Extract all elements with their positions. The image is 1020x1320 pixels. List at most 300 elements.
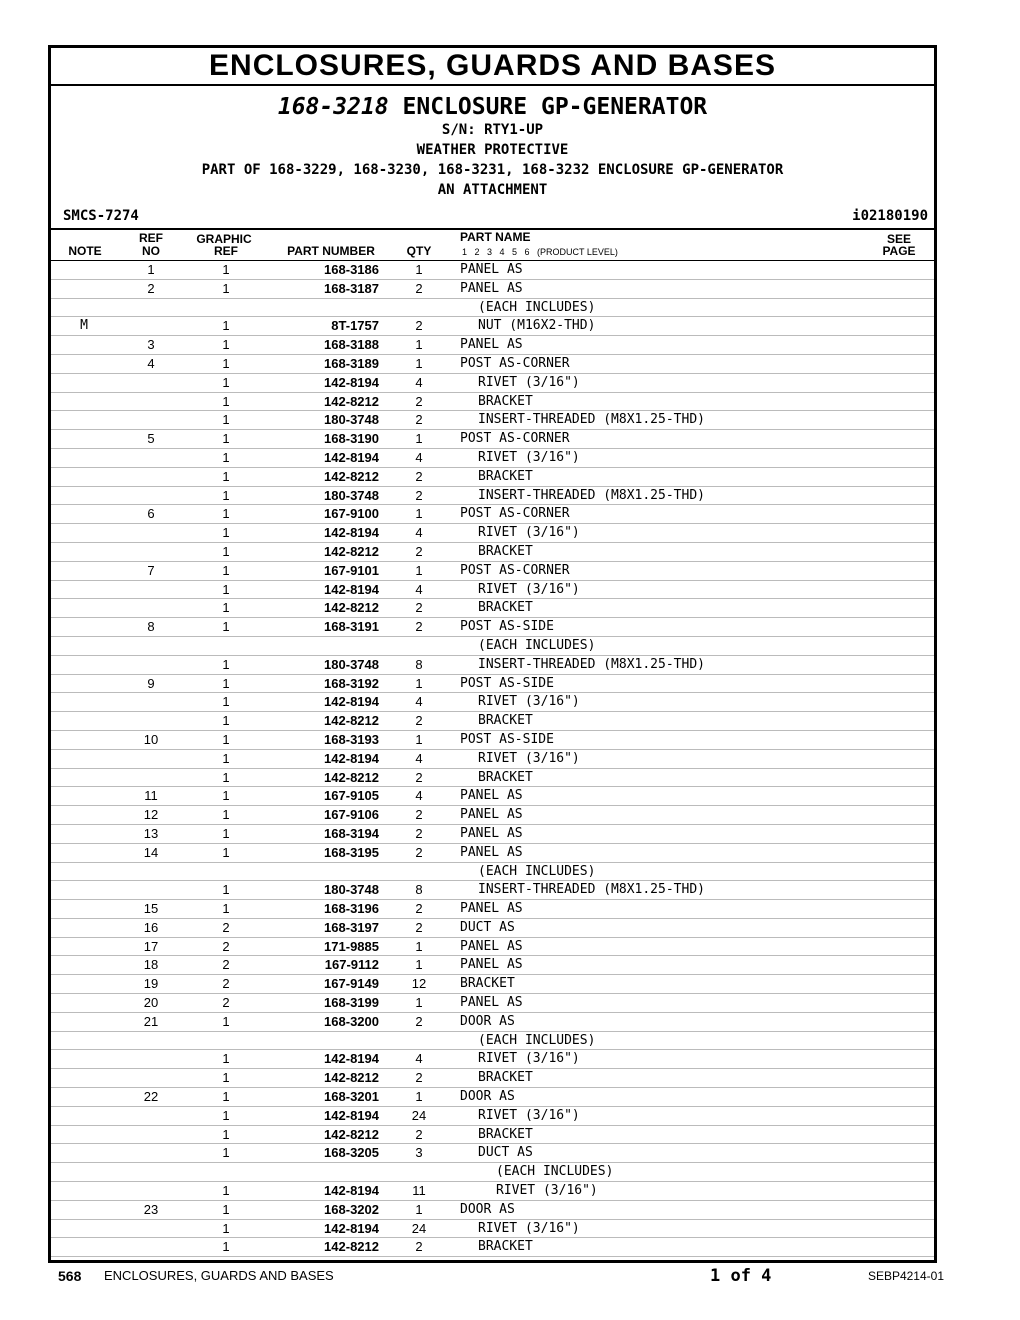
table-row [51,938,934,957]
col-see-bottom: PAGE [882,244,916,258]
header-line-3: AN ATTACHMENT [437,182,548,198]
table-row [51,731,934,750]
part-name-cell: (EACH INCLUDES) [496,1164,614,1180]
table-row [51,1013,934,1032]
table-row [51,355,934,374]
smcs-code: SMCS-7274 [63,208,139,224]
graphic-ref-cell: 1 [222,337,230,353]
qty-cell: 1 [415,431,423,447]
graphic-ref-cell: 1 [222,600,230,616]
part-number-cell: 142-8194 [324,581,379,597]
table-row [51,637,934,656]
part-name-cell: RIVET (3/16") [478,1107,580,1123]
part-number-cell: 168-3192 [324,675,379,691]
table-row [51,430,934,449]
part-number-cell: 180-3748 [324,882,379,898]
table-row [51,1126,934,1145]
graphic-ref-cell: 1 [222,412,230,428]
part-name-cell: PANEL AS [460,262,523,277]
qty-cell: 2 [415,1013,423,1029]
part-name-cell: DOOR AS [460,1013,515,1029]
table-row [51,863,934,882]
graphic-ref-cell: 1 [222,882,230,898]
table-row [51,675,934,694]
col-see-top: SEE [886,232,911,246]
qty-cell: 2 [415,543,423,559]
part-number-cell: 167-9149 [324,976,379,992]
ref-no-cell: 16 [143,919,159,935]
qty-cell: 2 [415,393,423,409]
table-row [51,900,934,919]
part-name-cell: POST AS-CORNER [460,562,570,578]
qty-cell: 4 [415,788,423,804]
table-row [51,581,934,600]
qty-cell: 2 [415,901,423,917]
part-number-cell: 142-8212 [324,468,379,484]
col-note: NOTE [68,244,102,258]
qty-cell: 2 [415,412,423,428]
graphic-ref-cell: 1 [222,656,230,672]
qty-cell: 2 [415,1126,423,1142]
part-name-cell: (EACH INCLUDES) [478,863,596,879]
table-row [51,280,934,299]
part-name-cell: BRACKET [478,1070,533,1086]
table-row [51,411,934,430]
footer-section: ENCLOSURES, GUARDS AND BASES [104,1268,334,1283]
qty-cell: 12 [411,976,427,992]
graphic-ref-cell: 1 [222,318,230,334]
graphic-ref-cell: 2 [222,995,230,1011]
part-name-cell: NUT (M16X2-THD) [478,318,596,334]
part-number-cell: 142-8212 [324,769,379,785]
table-row [51,975,934,994]
table-row [51,844,934,863]
ref-no-cell: 19 [143,976,159,992]
table-row [51,1088,934,1107]
col-ref-top: REF [139,231,163,245]
part-name-cell: POST AS-CORNER [460,431,570,447]
ref-no-cell: 4 [147,355,155,371]
part-number-cell: 180-3748 [324,656,379,672]
graphic-ref-cell: 1 [222,825,230,841]
part-number-cell: 180-3748 [324,487,379,503]
table-row [51,1163,934,1182]
table-row [51,806,934,825]
table-row [51,299,934,318]
part-name-cell: INSERT-THREADED (M8X1.25-THD) [478,487,705,503]
qty-cell: 3 [415,1145,423,1161]
table-row [51,261,934,280]
part-name-cell: POST AS-SIDE [460,619,554,635]
part-name-cell: (EACH INCLUDES) [478,637,596,653]
graphic-ref-cell: 1 [222,1013,230,1029]
part-number-cell: 168-3202 [324,1201,379,1217]
qty-cell: 1 [415,355,423,371]
qty-cell: 2 [415,280,423,296]
footer-doc-id: SEBP4214-01 [867,1269,944,1283]
part-number-cell: 168-3189 [324,355,379,371]
part-name-cell: POST AS-CORNER [460,506,570,522]
qty-cell: 1 [415,957,423,973]
part-number-cell: 168-3205 [324,1145,379,1161]
part-number-cell: 168-3193 [324,731,379,747]
footer-page-of: 1 of 4 [710,1266,772,1286]
table-row [51,919,934,938]
ref-no-cell: 5 [147,431,155,447]
table-row [51,562,934,581]
col-part-number: PART NUMBER [287,244,375,258]
illustration-id: i02180190 [852,208,928,224]
part-number-cell: 142-8212 [324,393,379,409]
qty-cell: 8 [415,882,423,898]
part-number-cell: 167-9106 [324,807,379,823]
ref-no-cell: 23 [143,1201,159,1217]
qty-cell: 2 [415,1070,423,1086]
header-line-2: PART OF 168-3229, 168-3230, 168-3231, 168-3232 ENCLOSURE GP-GENERATOR [201,162,784,178]
graphic-ref-cell: 1 [222,807,230,823]
graphic-ref-cell: 1 [222,1126,230,1142]
part-name-cell: PANEL AS [460,957,523,973]
part-name-cell: PANEL AS [460,938,523,954]
part-name-cell: (EACH INCLUDES) [478,299,596,315]
table-row [51,825,934,844]
part-name-cell: PANEL AS [460,280,523,296]
qty-cell: 1 [415,731,423,747]
part-name-cell: INSERT-THREADED (M8X1.25-THD) [478,656,705,672]
part-number-cell: 142-8194 [324,1107,379,1123]
col-qty: QTY [406,244,432,258]
table-row [51,956,934,975]
part-number-cell: 142-8212 [324,1126,379,1142]
ref-no-cell: 13 [143,825,159,841]
page-footer [58,1266,944,1286]
graphic-ref-cell: 1 [222,713,230,729]
graphic-ref-cell: 1 [222,562,230,578]
ref-no-cell: 18 [143,957,159,973]
part-number-cell: 168-3196 [324,901,379,917]
table-row [51,487,934,506]
graphic-ref-cell: 1 [222,769,230,785]
table-row [51,1220,934,1239]
graphic-ref-cell: 1 [222,1239,230,1255]
graphic-ref-cell: 1 [222,1183,230,1199]
qty-cell: 8 [415,656,423,672]
part-number-cell: 142-8212 [324,1239,379,1255]
qty-cell: 2 [415,487,423,503]
table-row [51,336,934,355]
part-name-cell: INSERT-THREADED (M8X1.25-THD) [478,882,705,898]
part-name-cell: BRACKET [460,976,515,992]
graphic-ref-cell: 1 [222,431,230,447]
graphic-ref-cell: 2 [222,938,230,954]
part-number-cell: 180-3748 [324,412,379,428]
graphic-ref-cell: 1 [222,788,230,804]
group-part-name: ENCLOSURE GP-GENERATOR [402,94,708,120]
section-banner: ENCLOSURES, GUARDS AND BASES [51,48,934,86]
group-header [51,94,934,200]
col-graphic-top: GRAPHIC [196,232,252,246]
part-number-cell: 142-8212 [324,600,379,616]
ref-no-cell: 17 [143,938,159,954]
table-row [51,881,934,900]
table-row [51,468,934,487]
part-number-cell: 167-9105 [324,788,379,804]
part-name-cell: PANEL AS [460,901,523,917]
part-name-cell: PANEL AS [460,844,523,860]
part-number-cell: 142-8194 [324,1183,379,1199]
ref-no-cell: 10 [143,731,159,747]
footer-page-number: 568 [58,1268,82,1284]
table-row [51,1201,934,1220]
graphic-ref-cell: 2 [222,976,230,992]
part-number-cell: 142-8212 [324,713,379,729]
ref-no-cell: 6 [147,506,155,522]
part-number-cell: 168-3199 [324,995,379,1011]
part-name-cell: POST AS-SIDE [460,731,554,747]
part-name-cell: RIVET (3/16") [478,1220,580,1236]
table-row [51,712,934,731]
graphic-ref-cell: 1 [222,1070,230,1086]
graphic-ref-cell: 1 [222,731,230,747]
part-name-cell: DUCT AS [460,919,515,935]
qty-cell: 1 [415,562,423,578]
table-row [51,505,934,524]
graphic-ref-cell: 2 [222,919,230,935]
graphic-ref-cell: 1 [222,506,230,522]
column-header [51,228,934,260]
part-number-cell: 171-9885 [324,938,379,954]
part-number-cell: 142-8194 [324,525,379,541]
part-number-cell: 168-3187 [324,280,379,296]
qty-cell: 2 [415,1239,423,1255]
group-part-number: 168-3218 [277,94,389,120]
table-row [51,317,934,336]
table-row [51,1144,934,1163]
part-number-cell: 168-3195 [324,844,379,860]
table-row [51,1032,934,1051]
part-number-cell: 168-3186 [324,262,379,277]
qty-cell: 1 [415,506,423,522]
graphic-ref-cell: 1 [222,619,230,635]
qty-cell: 1 [415,938,423,954]
graphic-ref-cell: 1 [222,1051,230,1067]
table-row [51,618,934,637]
table-row [51,374,934,393]
table-row [51,787,934,806]
graphic-ref-cell: 1 [222,449,230,465]
table-row [51,1238,934,1257]
graphic-ref-cell: 1 [222,355,230,371]
qty-cell: 11 [412,1183,426,1199]
part-name-cell: BRACKET [478,713,533,729]
ref-no-cell: 14 [143,844,159,860]
header-line-1: WEATHER PROTECTIVE [416,142,569,158]
part-name-cell: RIVET (3/16") [478,581,580,597]
graphic-ref-cell: 1 [222,901,230,917]
part-name-cell: DOOR AS [460,1089,515,1105]
ref-no-cell: 3 [147,337,155,353]
part-number-cell: 142-8194 [324,1051,379,1067]
part-name-cell: RIVET (3/16") [478,449,580,465]
code-line [51,200,934,226]
part-name-cell: RIVET (3/16") [478,1051,580,1067]
part-name-cell: RIVET (3/16") [478,750,580,766]
part-name-cell: INSERT-THREADED (M8X1.25-THD) [478,412,705,428]
group-title [51,94,934,120]
graphic-ref-cell: 1 [222,1201,230,1217]
part-name-cell: RIVET (3/16") [478,694,580,710]
graphic-ref-cell: 1 [222,694,230,710]
part-name-cell: POST AS-CORNER [460,355,570,371]
qty-cell: 1 [415,262,423,277]
ref-no-cell: 11 [144,788,158,804]
graphic-ref-cell: 1 [222,468,230,484]
part-number-cell: 142-8212 [324,543,379,559]
part-name-cell: BRACKET [478,1239,533,1255]
part-name-cell: PANEL AS [460,995,523,1011]
part-number-cell: 167-9112 [324,957,379,973]
part-number-cell: 142-8194 [324,1220,379,1236]
part-number-cell: 142-8194 [324,750,379,766]
part-name-cell: BRACKET [478,468,533,484]
graphic-ref-cell: 1 [222,1089,230,1105]
graphic-ref-cell: 1 [222,750,230,766]
table-row [51,599,934,618]
table-row [51,769,934,788]
col-product-levels: 1 2 3 4 5 6 (PRODUCT LEVEL) [462,247,618,257]
qty-cell: 4 [415,694,423,710]
part-name-cell: DOOR AS [460,1201,515,1217]
graphic-ref-cell: 1 [222,262,230,277]
part-number-cell: 168-3197 [324,919,379,935]
col-graphic-bottom: REF [214,244,238,258]
part-name-cell: BRACKET [478,393,533,409]
qty-cell: 2 [415,825,423,841]
qty-cell: 2 [415,844,423,860]
ref-no-cell: 15 [143,901,159,917]
ref-no-cell: 2 [147,280,155,296]
qty-cell: 2 [415,619,423,635]
ref-no-cell: 22 [143,1089,159,1105]
part-number-cell: 167-9101 [324,562,379,578]
qty-cell: 1 [415,337,423,353]
part-name-cell: PANEL AS [460,337,523,353]
qty-cell: 1 [415,1089,423,1105]
table-row [51,693,934,712]
table-row [51,994,934,1013]
graphic-ref-cell: 1 [222,393,230,409]
part-name-cell: (EACH INCLUDES) [478,1032,596,1048]
graphic-ref-cell: 1 [222,1107,230,1123]
part-name-cell: POST AS-SIDE [460,675,554,691]
part-name-cell: RIVET (3/16") [478,374,580,390]
table-row [51,1107,934,1126]
part-name-cell: BRACKET [478,1126,533,1142]
ref-no-cell: 1 [147,262,155,277]
part-name-cell: PANEL AS [460,825,523,841]
graphic-ref-cell: 1 [222,525,230,541]
part-number-cell: 142-8194 [324,374,379,390]
note-cell: M [80,318,88,334]
qty-cell: 4 [415,449,423,465]
part-number-cell: 8T-1757 [331,318,379,334]
part-number-cell: 168-3191 [324,619,379,635]
part-name-cell: RIVET (3/16") [496,1183,598,1199]
qty-cell: 2 [415,919,423,935]
table-row [51,750,934,769]
graphic-ref-cell: 1 [222,487,230,503]
ref-no-cell: 20 [143,995,159,1011]
qty-cell: 4 [415,581,423,597]
qty-cell: 2 [415,318,423,334]
qty-cell: 1 [415,995,423,1011]
ref-no-cell: 8 [147,619,155,635]
qty-cell: 24 [411,1220,427,1236]
table-row [51,1182,934,1201]
table-row [51,1050,934,1069]
graphic-ref-cell: 1 [222,1145,230,1161]
part-name-cell: PANEL AS [460,788,523,804]
part-number-cell: 168-3194 [324,825,379,841]
qty-cell: 4 [415,1051,423,1067]
part-name-cell: BRACKET [478,543,533,559]
part-number-cell: 142-8194 [324,449,379,465]
part-name-cell: BRACKET [478,600,533,616]
qty-cell: 2 [415,468,423,484]
parts-sheet [48,45,937,1263]
table-row [51,543,934,562]
ref-no-cell: 21 [143,1013,159,1029]
parts-list [51,260,934,1257]
graphic-ref-cell: 1 [222,1220,230,1236]
graphic-ref-cell: 1 [222,844,230,860]
serial-number: S/N: RTY1-UP [441,122,544,138]
qty-cell: 2 [415,769,423,785]
qty-cell: 2 [415,600,423,616]
qty-cell: 1 [415,675,423,691]
table-row [51,393,934,412]
part-number-cell: 168-3188 [324,337,379,353]
part-number-cell: 168-3201 [324,1089,379,1105]
part-number-cell: 168-3190 [324,431,379,447]
ref-no-cell: 9 [147,675,155,691]
part-number-cell: 168-3200 [324,1013,379,1029]
qty-cell: 24 [411,1107,427,1123]
graphic-ref-cell: 1 [222,374,230,390]
col-part-name: PART NAME [460,230,531,244]
qty-cell: 2 [415,807,423,823]
qty-cell: 2 [415,713,423,729]
part-name-cell: BRACKET [478,769,533,785]
graphic-ref-cell: 1 [222,543,230,559]
ref-no-cell: 7 [147,562,155,578]
table-row [51,449,934,468]
col-ref-bottom: NO [142,244,160,258]
qty-cell: 4 [415,525,423,541]
part-number-cell: 142-8212 [324,1070,379,1086]
table-row [51,656,934,675]
part-name-cell: DUCT AS [478,1145,533,1161]
graphic-ref-cell: 1 [222,675,230,691]
table-row [51,1069,934,1088]
qty-cell: 4 [415,374,423,390]
part-number-cell: 142-8194 [324,694,379,710]
table-row [51,524,934,543]
part-name-cell: PANEL AS [460,807,523,823]
qty-cell: 1 [415,1201,423,1217]
graphic-ref-cell: 1 [222,280,230,296]
qty-cell: 4 [415,750,423,766]
